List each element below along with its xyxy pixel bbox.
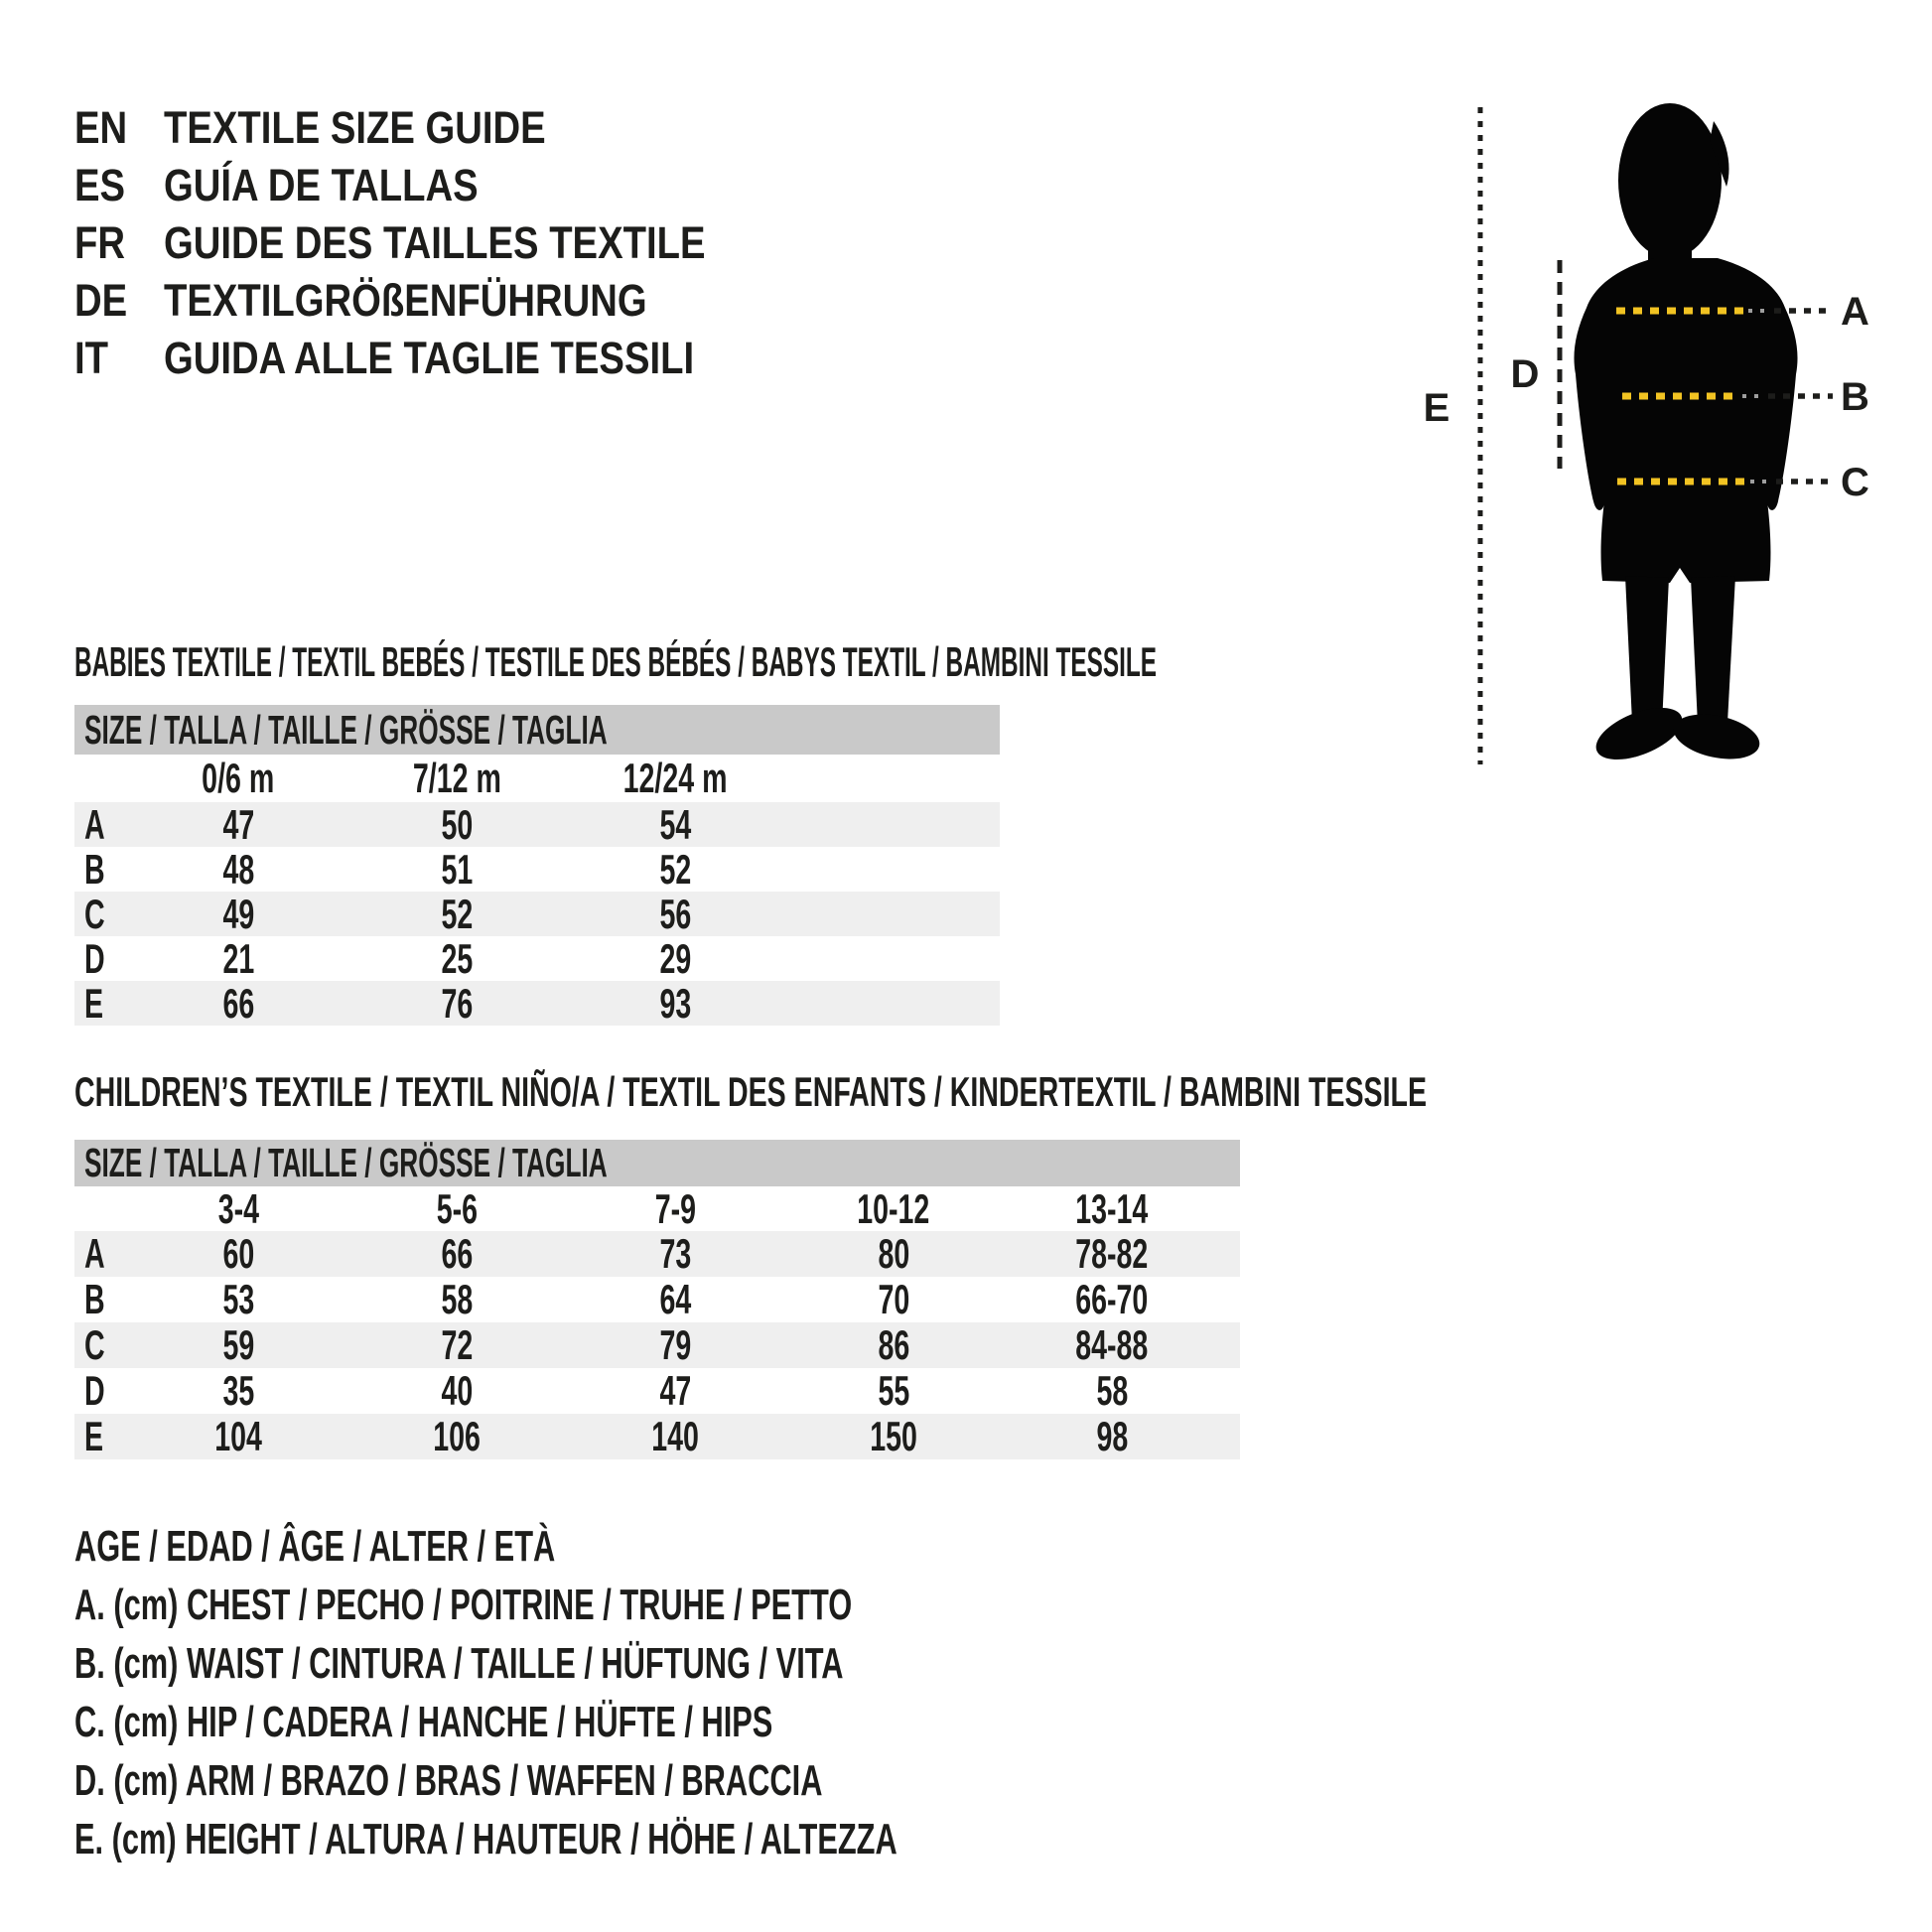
language-title-text: GUIDE DES TAILLES TEXTILE (164, 217, 706, 268)
table-cell (129, 1413, 347, 1460)
table-cell-text: 66 (441, 1230, 473, 1277)
language-code-text: DE (74, 275, 128, 326)
table-cell (566, 801, 784, 849)
figure-label-C: C (1841, 461, 1869, 504)
language-code (74, 157, 164, 214)
table-cell-text: 150 (870, 1413, 917, 1459)
silhouette-right-shoe (1670, 707, 1764, 765)
table-cell (129, 846, 347, 894)
table-cell (566, 846, 784, 894)
table-cell (566, 1321, 784, 1369)
language-title (164, 214, 801, 272)
table-cell-text: 78-82 (1075, 1230, 1149, 1277)
language-title-text: TEXTILE SIZE GUIDE (164, 102, 546, 153)
language-code-text: EN (74, 102, 128, 153)
table-cell-text: 52 (441, 890, 473, 937)
table-cell (129, 801, 347, 849)
legend-line-text: D. (cm) ARM / BRAZO / BRAS / WAFFEN / BRACCIA (74, 1756, 823, 1805)
table-cell (784, 1321, 1003, 1369)
babies-column-header-row (74, 755, 1000, 802)
babies-size-header-bar: SIZE / TALLA / TAILLE / GRÖSSE / TAGLIA (74, 705, 1000, 755)
table-cell-text: 72 (441, 1321, 473, 1368)
table-cell-text: 49 (222, 890, 254, 937)
table-cell (347, 1413, 566, 1460)
legend-line (74, 1751, 1250, 1810)
table-cell-text: 21 (222, 934, 254, 982)
language-title (164, 99, 614, 157)
column-header (784, 1185, 1003, 1233)
table-cell-text: 93 (659, 979, 691, 1027)
table-row (74, 1231, 1240, 1277)
table-cell (347, 891, 566, 938)
legend-line (74, 1634, 1250, 1693)
table-cell-text: 79 (659, 1321, 691, 1368)
legend-line-text: B. (cm) WAIST / CINTURA / TAILLE / HÜFTUNG / VITA (74, 1639, 844, 1688)
language-code (74, 214, 164, 272)
table-cell (566, 935, 784, 983)
table-row (74, 981, 1000, 1026)
table-cell-text: 52 (659, 845, 691, 893)
column-header (566, 755, 784, 802)
column-header-text: 7/12 m (412, 755, 501, 801)
table-cell (129, 1321, 347, 1369)
children-table-title: CHILDREN’S TEXTILE / TEXTIL NIÑO/A / TEXTIL DES ENFANTS / KINDERTEXTIL / BAMBINI TESSILE (74, 1068, 1427, 1115)
language-title-line (74, 214, 801, 272)
table-cell (347, 1367, 566, 1415)
table-cell-text: 35 (222, 1367, 254, 1414)
column-header-text: 0/6 m (202, 755, 275, 801)
row-label-text: A (84, 1230, 105, 1277)
column-header-text: 12/24 m (622, 755, 728, 801)
table-row (74, 1414, 1240, 1459)
table-cell-text: 60 (222, 1230, 254, 1277)
measurement-legend (74, 1517, 1250, 1868)
row-label (74, 846, 129, 894)
legend-line (74, 1810, 1250, 1868)
legend-line (74, 1693, 1250, 1751)
table-cell-text: 54 (659, 800, 691, 848)
language-title-line (74, 330, 801, 387)
table-row (74, 1277, 1240, 1322)
figure-label-D: D (1510, 352, 1540, 396)
row-label-text: C (84, 1321, 105, 1368)
table-cell (129, 891, 347, 938)
babies-table-title: BABIES TEXTILE / TEXTIL BEBÉS / TESTILE DES BÉBÉS / BABYS TEXTIL / BAMBINI TESSILE (74, 638, 1158, 685)
language-title-text: TEXTILGRÖßENFÜHRUNG (164, 275, 647, 326)
row-label (74, 891, 129, 938)
table-cell (566, 1276, 784, 1323)
legend-line-text: E. (cm) HEIGHT / ALTURA / HAUTEUR / HÖHE / ALTEZZA (74, 1815, 897, 1863)
table-cell-text: 50 (441, 800, 473, 848)
table-cell (129, 1230, 347, 1278)
row-label (74, 1230, 129, 1278)
table-cell-text: 84-88 (1075, 1321, 1149, 1368)
table-cell (347, 935, 566, 983)
language-code (74, 330, 164, 387)
table-cell-text: 76 (441, 979, 473, 1027)
table-row (74, 802, 1000, 847)
table-cell (566, 1230, 784, 1278)
row-label-text: C (84, 890, 105, 937)
row-label-text: E (84, 979, 104, 1027)
row-label-text: B (84, 1276, 105, 1322)
table-cell-text: 29 (659, 934, 691, 982)
column-header-text: 5-6 (436, 1184, 478, 1232)
column-header-text: 13-14 (1075, 1184, 1149, 1232)
table-cell-text: 104 (214, 1413, 262, 1459)
table-cell-text: 66 (222, 979, 254, 1027)
table-cell (129, 1367, 347, 1415)
table-cell (129, 935, 347, 983)
table-cell (1003, 1276, 1221, 1323)
figure-label-B: B (1841, 375, 1869, 419)
row-label-text: D (84, 934, 105, 982)
language-code-text: ES (74, 160, 126, 210)
language-title-line (74, 99, 801, 157)
language-title (164, 157, 533, 214)
table-cell (1003, 1230, 1221, 1278)
legend-line-text: A. (cm) CHEST / PECHO / POITRINE / TRUHE / PETTO (74, 1581, 853, 1629)
row-label (74, 1321, 129, 1369)
column-header (566, 1185, 784, 1233)
table-cell (1003, 1413, 1221, 1460)
row-label-text: B (84, 845, 105, 893)
column-header (347, 755, 566, 802)
table-cell-text: 25 (441, 934, 473, 982)
column-header-text: 10-12 (857, 1184, 930, 1232)
table-cell (347, 1321, 566, 1369)
row-label (74, 980, 129, 1028)
column-header (129, 755, 347, 802)
table-cell (347, 1276, 566, 1323)
table-cell (129, 1276, 347, 1323)
table-row (74, 847, 1000, 892)
table-row (74, 1368, 1240, 1414)
table-cell (566, 1413, 784, 1460)
table-cell-text: 40 (441, 1367, 473, 1414)
column-header-text: 3-4 (217, 1184, 259, 1232)
language-code-text: IT (74, 333, 108, 383)
row-label-text: A (84, 800, 105, 848)
column-header-text: 7-9 (654, 1184, 696, 1232)
language-code (74, 99, 164, 157)
column-header (347, 1185, 566, 1233)
table-cell (347, 846, 566, 894)
legend-line-text: AGE / EDAD / ÂGE / ALTER / ETÀ (74, 1522, 556, 1571)
language-title (164, 330, 787, 387)
table-cell (784, 1367, 1003, 1415)
table-row (74, 892, 1000, 936)
table-cell (1003, 1321, 1221, 1369)
legend-line (74, 1576, 1250, 1634)
table-cell (784, 1413, 1003, 1460)
row-label-text: D (84, 1367, 105, 1414)
table-cell-text: 86 (878, 1321, 909, 1368)
table-cell (566, 980, 784, 1028)
language-title-text: GUÍA DE TALLAS (164, 160, 479, 210)
table-cell-text: 53 (222, 1276, 254, 1322)
table-cell-text: 56 (659, 890, 691, 937)
table-cell (566, 1367, 784, 1415)
row-label-text: E (84, 1413, 104, 1459)
figure-label-A: A (1841, 290, 1869, 334)
table-cell (129, 980, 347, 1028)
table-cell-text: 70 (878, 1276, 909, 1322)
children-column-header-row (74, 1186, 1240, 1231)
row-label (74, 1367, 129, 1415)
table-cell-text: 58 (1096, 1367, 1128, 1414)
table-cell-text: 47 (659, 1367, 691, 1414)
row-label (74, 1276, 129, 1323)
table-cell (784, 1276, 1003, 1323)
table-cell (347, 801, 566, 849)
language-title-line (74, 272, 801, 330)
table-cell-text: 80 (878, 1230, 909, 1277)
language-title (164, 272, 732, 330)
language-code (74, 272, 164, 330)
legend-line (74, 1517, 1250, 1576)
table-cell (1003, 1367, 1221, 1415)
table-cell-text: 98 (1096, 1413, 1128, 1459)
table-cell (347, 1230, 566, 1278)
table-cell-text: 47 (222, 800, 254, 848)
column-header (129, 1185, 347, 1233)
table-cell-text: 51 (441, 845, 473, 893)
table-row (74, 1322, 1240, 1368)
row-label (74, 935, 129, 983)
table-cell-text: 55 (878, 1367, 909, 1414)
language-title-line (74, 157, 801, 214)
table-cell (784, 1230, 1003, 1278)
table-cell-text: 59 (222, 1321, 254, 1368)
legend-line-text: C. (cm) HIP / CADERA / HANCHE / HÜFTE / HIPS (74, 1698, 773, 1746)
table-cell-text: 58 (441, 1276, 473, 1322)
table-cell (566, 891, 784, 938)
table-cell-text: 64 (659, 1276, 691, 1322)
table-cell-text: 73 (659, 1230, 691, 1277)
table-row (74, 936, 1000, 981)
figure-label-E: E (1423, 386, 1450, 430)
table-cell-text: 48 (222, 845, 254, 893)
row-label (74, 801, 129, 849)
children-size-header-bar: SIZE / TALLA / TAILLE / GRÖSSE / TAGLIA (74, 1140, 1240, 1186)
column-header (1003, 1185, 1221, 1233)
table-cell-text: 140 (651, 1413, 699, 1459)
silhouette-torso (1574, 258, 1797, 583)
table-cell (347, 980, 566, 1028)
table-cell-text: 106 (433, 1413, 481, 1459)
row-label (74, 1413, 129, 1460)
language-title-text: GUIDA ALLE TAGLIE TESSILI (164, 333, 695, 383)
table-cell-text: 66-70 (1075, 1276, 1149, 1322)
language-code-text: FR (74, 217, 125, 268)
silhouette-neck (1648, 226, 1692, 262)
language-title-list (74, 99, 801, 387)
